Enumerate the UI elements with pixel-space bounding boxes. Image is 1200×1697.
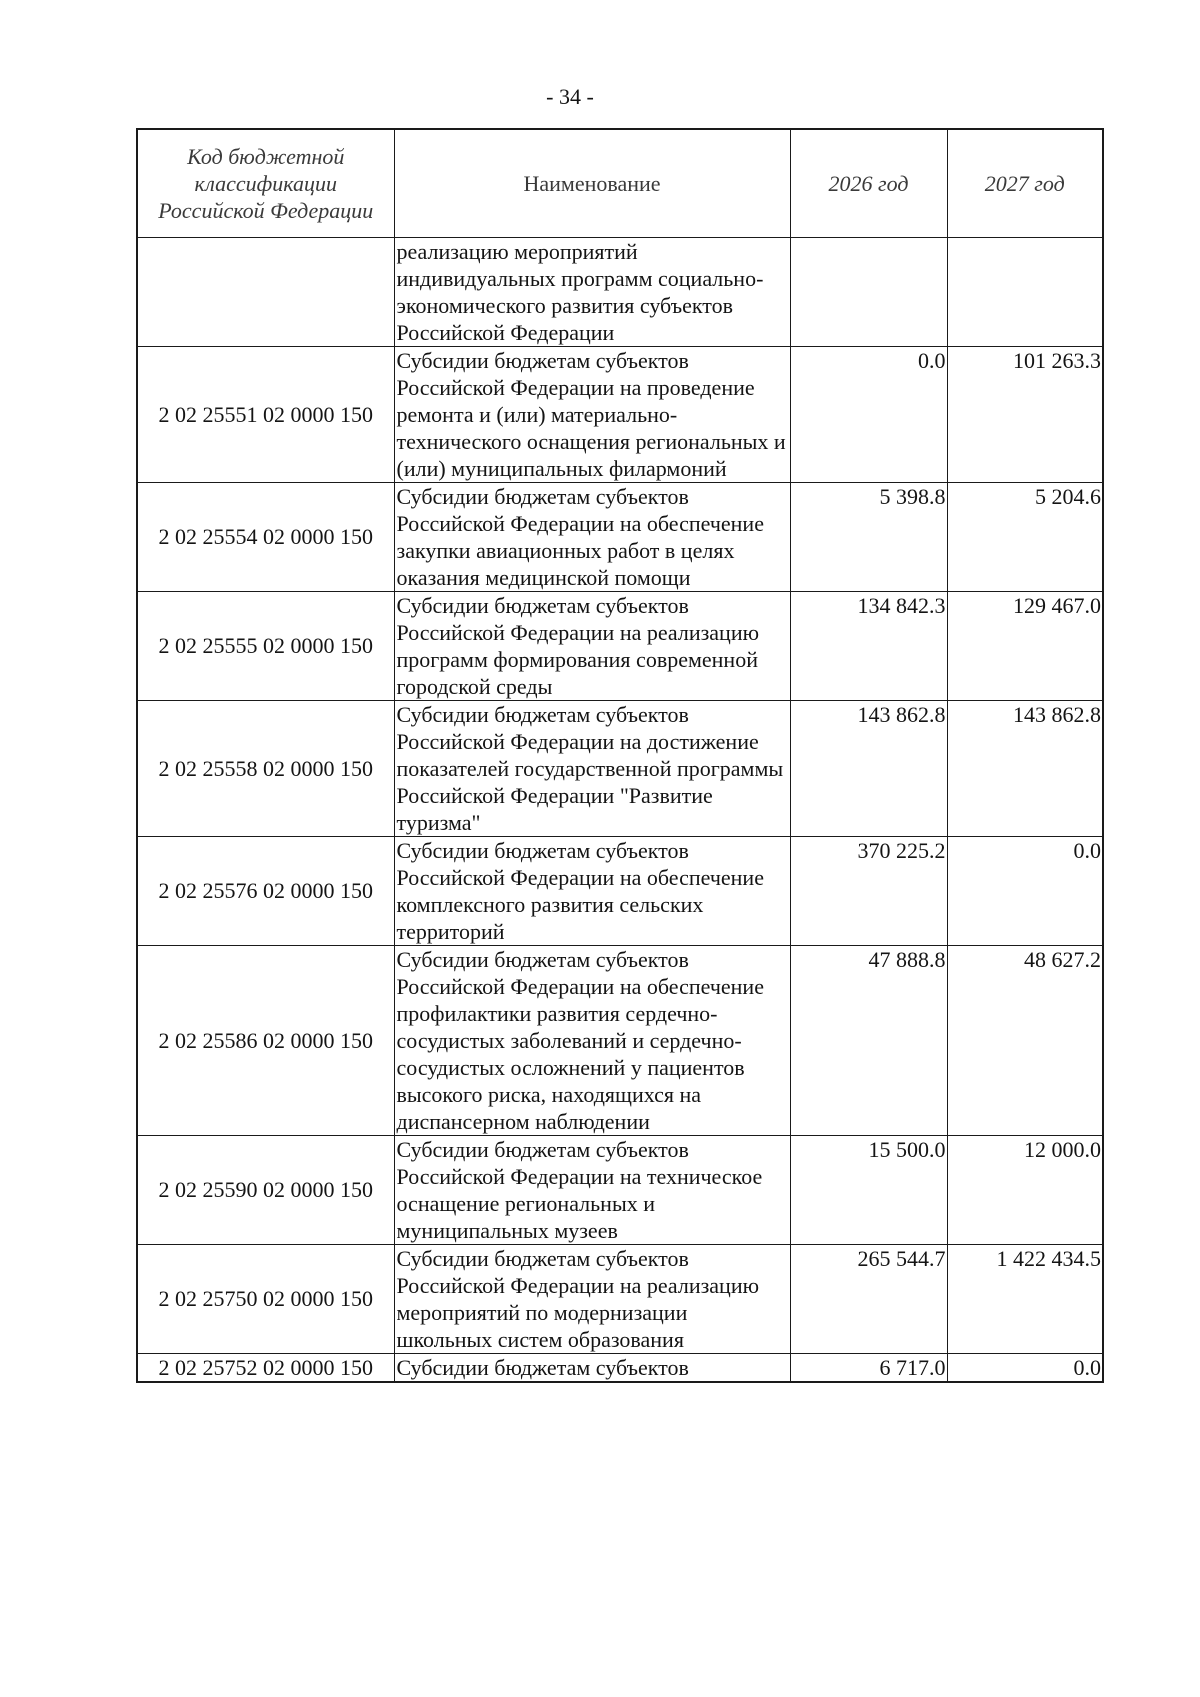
row-value-2026: 47 888.8: [790, 945, 947, 1135]
row-value-2026: 265 544.7: [790, 1244, 947, 1353]
row-value-2027: 143 862.8: [947, 700, 1103, 836]
row-name: Субсидии бюджетам субъектов Российской Федерации на реализацию мероприятий по модернизации школьных систем образования: [394, 1244, 790, 1353]
table-row: [137, 346, 1103, 482]
row-name: Субсидии бюджетам субъектов Российской Федерации на обеспечение профилактики развития сердечно-сосудистых заболеваний и сердечно-сосудистых осложнений у пациентов высокого риска, находящихся на диспансерном наблюдении: [394, 945, 790, 1135]
table-row: [137, 1244, 1103, 1353]
budget-table: [136, 128, 1104, 1383]
row-name: Субсидии бюджетам субъектов Российской Федерации на реализацию программ формирования современной городской среды: [394, 591, 790, 700]
row-code: 2 02 25752 02 0000 150: [137, 1353, 394, 1382]
row-name: Субсидии бюджетам субъектов: [394, 1353, 790, 1382]
table-row: [137, 1353, 1103, 1382]
row-code: 2 02 25551 02 0000 150: [137, 346, 394, 482]
row-name: Субсидии бюджетам субъектов Российской Федерации на достижение показателей государственной программы Российской Федерации "Развитие туризма": [394, 700, 790, 836]
table-row: [137, 482, 1103, 591]
row-code: 2 02 25750 02 0000 150: [137, 1244, 394, 1353]
header-code: Код бюджетной классификации Российской Федерации: [137, 129, 394, 237]
row-name: Субсидии бюджетам субъектов Российской Федерации на техническое оснащение региональных и муниципальных музеев: [394, 1135, 790, 1244]
row-code: 2 02 25558 02 0000 150: [137, 700, 394, 836]
row-value-2027: 12 000.0: [947, 1135, 1103, 1244]
row-name: реализацию мероприятий индивидуальных программ социально-экономического развития субъектов Российской Федерации: [394, 237, 790, 346]
row-value-2026: 15 500.0: [790, 1135, 947, 1244]
header-year-2026: 2026 год: [790, 129, 947, 237]
header-name: Наименование: [394, 129, 790, 237]
row-code: [137, 237, 394, 346]
table-row: [137, 945, 1103, 1135]
row-value-2026: 370 225.2: [790, 836, 947, 945]
table-header-row: [137, 129, 1103, 237]
page-number: - 34 -: [546, 84, 594, 109]
table-row: [137, 591, 1103, 700]
row-value-2027: [947, 237, 1103, 346]
row-value-2026: 5 398.8: [790, 482, 947, 591]
row-code: 2 02 25555 02 0000 150: [137, 591, 394, 700]
row-name: Субсидии бюджетам субъектов Российской Федерации на обеспечение закупки авиационных работ в целях оказания медицинской помощи: [394, 482, 790, 591]
row-value-2026: [790, 237, 947, 346]
row-value-2026: 143 862.8: [790, 700, 947, 836]
row-value-2027: 48 627.2: [947, 945, 1103, 1135]
table-row: [137, 1135, 1103, 1244]
table-row: [137, 700, 1103, 836]
table-row: [137, 836, 1103, 945]
row-value-2027: 101 263.3: [947, 346, 1103, 482]
row-value-2026: 134 842.3: [790, 591, 947, 700]
row-value-2026: 0.0: [790, 346, 947, 482]
row-value-2027: 5 204.6: [947, 482, 1103, 591]
row-name: Субсидии бюджетам субъектов Российской Федерации на проведение ремонта и (или) материально-технического оснащения региональных и (или) муниципальных филармоний: [394, 346, 790, 482]
row-code: 2 02 25554 02 0000 150: [137, 482, 394, 591]
row-value-2027: 0.0: [947, 836, 1103, 945]
row-value-2027: 0.0: [947, 1353, 1103, 1382]
row-code: 2 02 25576 02 0000 150: [137, 836, 394, 945]
row-code: 2 02 25590 02 0000 150: [137, 1135, 394, 1244]
row-code: 2 02 25586 02 0000 150: [137, 945, 394, 1135]
row-name: Субсидии бюджетам субъектов Российской Федерации на обеспечение комплексного развития сельских территорий: [394, 836, 790, 945]
header-year-2027: 2027 год: [947, 129, 1103, 237]
row-value-2027: 129 467.0: [947, 591, 1103, 700]
row-value-2027: 1 422 434.5: [947, 1244, 1103, 1353]
row-value-2026: 6 717.0: [790, 1353, 947, 1382]
table-row: [137, 237, 1103, 346]
